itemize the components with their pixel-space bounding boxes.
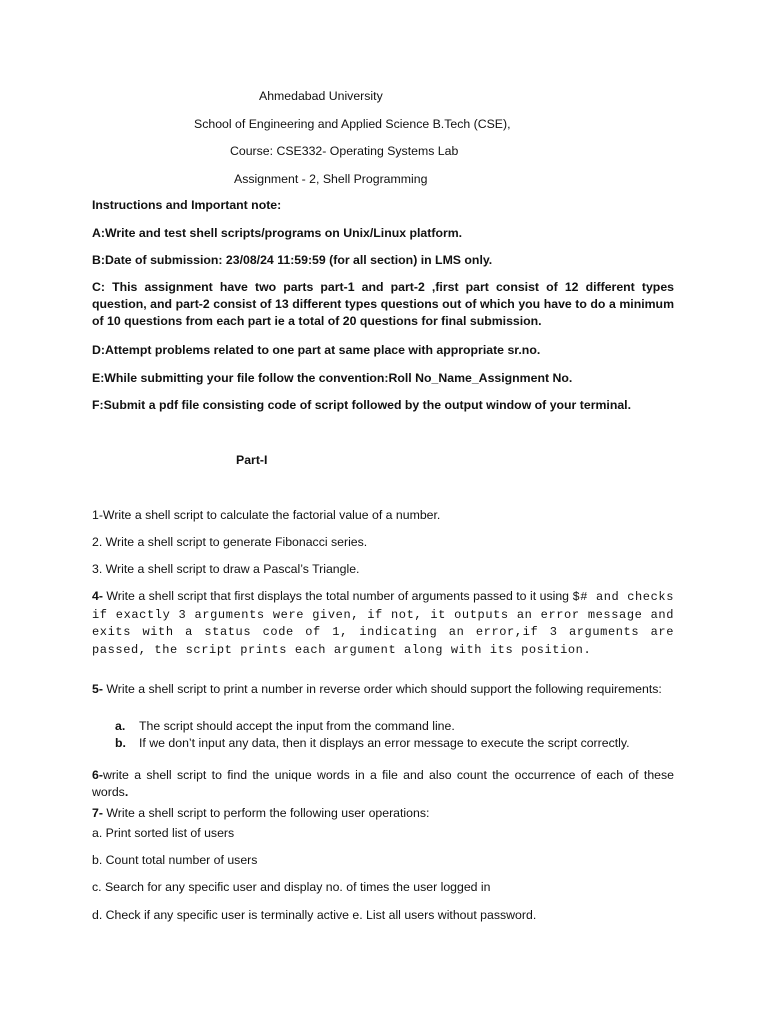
question-6-text: write a shell script to find the unique words in a file and also count the occurrence of each of these words — [92, 768, 674, 799]
question-6-number: 6- — [92, 768, 103, 782]
instruction-f: F:Submit a pdf file consisting code of script followed by the output window of your terminal. — [92, 398, 632, 412]
item-a-text: The script should accept the input from the command line. — [139, 719, 455, 733]
question-4-text: Write a shell script that first displays the total number of arguments passed to it using — [102, 589, 573, 603]
question-4 — [92, 588, 674, 658]
question-5-item-b — [115, 735, 630, 751]
instructions-heading: Instructions and Important note: — [92, 198, 282, 212]
instruction-e: E:While submitting your file follow the convention:Roll No_Name_Assignment No. — [92, 371, 573, 385]
instruction-c: C: This assignment have two parts part-1 and part-2 ,first part consist of 12 different types question, and part-2 consist of 13 different types questions out of which you have to do a minimum of 10 questions from each part ie a total of 20 questions for final submission. — [92, 280, 674, 328]
question-4-code: $# and checks if exactly 3 arguments were given, if not, it outputs an error message and exits with a status code of 1, indicating an error,if 3 arguments are passed, the script prints each argument along with its position. — [92, 590, 675, 657]
university-title: Ahmedabad University — [259, 89, 383, 103]
question-1: 1-Write a shell script to calculate the factorial value of a number. — [92, 508, 441, 522]
assignment-title: Assignment - 2, Shell Programming — [234, 172, 428, 186]
school-title: School of Engineering and Applied Science B.Tech (CSE), — [194, 117, 511, 131]
part-title: Part-I — [236, 453, 268, 467]
question-7-item-d: d. Check if any specific user is terminally active e. List all users without password. — [92, 908, 537, 922]
item-b-label: b. — [115, 736, 126, 750]
question-4-number: 4- — [92, 589, 103, 603]
question-7-text: Write a shell script to perform the following user operations: — [102, 806, 430, 820]
instruction-a: A:Write and test shell scripts/programs on Unix/Linux platform. — [92, 226, 463, 240]
question-7 — [92, 805, 429, 821]
question-5-item-a — [115, 718, 455, 734]
item-b-text: If we don’t input any data, then it displays an error message to execute the script correctly. — [139, 736, 630, 750]
instruction-b: B:Date of submission: 23/08/24 11:59:59 (for all section) in LMS only. — [92, 253, 493, 267]
course-title: Course: CSE332- Operating Systems Lab — [230, 144, 459, 158]
question-7-item-c: c. Search for any specific user and display no. of times the user logged in — [92, 880, 491, 894]
question-6 — [92, 767, 674, 801]
instruction-d: D:Attempt problems related to one part at same place with appropriate sr.no. — [92, 343, 541, 357]
question-5-number: 5- — [92, 682, 103, 696]
question-7-item-b: b. Count total number of users — [92, 853, 258, 867]
question-7-item-a: a. Print sorted list of users — [92, 826, 235, 840]
question-5-text: Write a shell script to print a number in reverse order which should support the following requirements: — [102, 682, 662, 696]
question-6-end: . — [124, 785, 129, 799]
question-5 — [92, 681, 674, 698]
item-a-label: a. — [115, 719, 126, 733]
question-2: 2. Write a shell script to generate Fibonacci series. — [92, 535, 368, 549]
question-3: 3. Write a shell script to draw a Pascal’s Triangle. — [92, 562, 360, 576]
question-7-number: 7- — [92, 806, 103, 820]
